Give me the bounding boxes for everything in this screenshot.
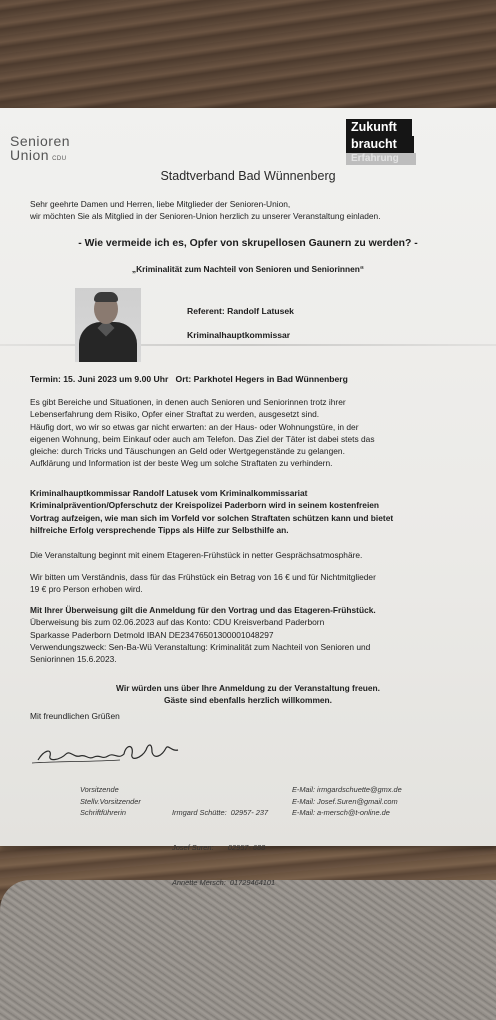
closing-paragraph: Wir würden uns über Ihre Anmeldung zu der Veranstaltung freuen. Gäste sind ebenfalls herzlich willkommen. bbox=[116, 683, 380, 706]
senioren-union-logo: Senioren Union CDU bbox=[10, 133, 71, 163]
referent-name: Referent: Randolf Latusek bbox=[187, 306, 294, 316]
wooden-table-top bbox=[0, 0, 496, 112]
speaker-paragraph: Kriminalhauptkommissar Randolf Latusek vom Kriminalkommissariat Kriminalprävention/Opferschutz der Kreispolizei Paderborn wird in seinem kostenfreien Vortrag aufzeigen, wie man sich im Vorfeld vor solchen Straftaten schützen kann und bietet hilfreiche Erfolg versprechende Tipps als Hilfe zur Selbsthilfe an. bbox=[30, 488, 394, 535]
footer-roles: Vorsitzende Stellv.Vorsitzender Schriftführerin bbox=[80, 785, 141, 818]
footer-contacts: Irmgard Schütte: 02957- 237 Josef Suren: 02957- 688 Annette Mersch: 01729464101 bbox=[172, 808, 276, 887]
footer-emails: E-Mail: irmgardschuette@gmx.de E-Mail: Josef.Suren@gmail.com E-Mail: a-mersch@t-online.de bbox=[292, 785, 402, 818]
price-paragraph: Wir bitten um Verständnis, dass für das Frühstück ein Betrag von 16 € und für Nichtmitglieder 19 € pro Person erhoben wird. bbox=[30, 572, 376, 595]
subheadline: „Kriminalität zum Nachteil von Senioren und Seniorinnen“ bbox=[131, 264, 365, 274]
intro-paragraph: Es gibt Bereiche und Situationen, in denen auch Senioren und Seniorinnen trotz ihrer Lebenserfahrung dem Risiko, Opfer einer Straftat zu werden, ausgesetzt sind. Häufig dort, wo wir so etwas gar nicht erwarten: an der Haus- oder Wohnungstüre, in der eigenen Wohnung, beim Einkauf oder auch am Telefon. Das Ziel der Täter ist dabei stets das gleiche: durch Tricks und Täuschungen an Geld oder Wertgegenstände zu gelangen. Aufklärung und Information ist der beste Weg um solche Straftaten zu verhindern. bbox=[30, 397, 375, 469]
breakfast-paragraph: Die Veranstaltung beginnt mit einem Etageren-Frühstück in netter Gesprächsatmosphäre. bbox=[30, 550, 363, 560]
referent-photo bbox=[75, 288, 141, 362]
registration-paragraph: Mit Ihrer Überweisung gilt die Anmeldung für den Vortrag und das Etageren-Frühstück. Überweisung bis zum 02.06.2023 auf das Konto: CDU Kreisverband Paderborn Sparkasse Paderborn Detmold IBAN DE23476501300001048297 Verwendungszweck: Sen-Ba-Wü Veranstaltung: Kriminalität zum Nachteil von Senioren und Seniorinnen 15.6.2023. bbox=[30, 605, 376, 665]
regards-text: Mit freundlichen Grüßen bbox=[30, 711, 120, 721]
event-date-location: Termin: 15. Juni 2023 um 9.00 Uhr Ort: Parkhotel Hegers in Bad Wünnenberg bbox=[30, 374, 348, 384]
zukunft-braucht-erfahrung-logo: Zukunft braucht Erfahrung bbox=[346, 119, 416, 165]
greeting-paragraph: Sehr geehrte Damen und Herren, liebe Mitglieder der Senioren-Union, wir möchten Sie als Mitglied in der Senioren-Union herzlich zu unserer Veranstaltung einladen. bbox=[30, 199, 381, 222]
letter-paper bbox=[0, 108, 496, 887]
referent-role: Kriminalhauptkommissar bbox=[187, 330, 291, 340]
handwritten-signature bbox=[30, 730, 190, 770]
headline: - Wie vermeide ich es, Opfer von skrupellosen Gaunern zu werden? - bbox=[78, 238, 418, 249]
letter-title: Stadtverband Bad Wünnenberg bbox=[160, 169, 336, 183]
